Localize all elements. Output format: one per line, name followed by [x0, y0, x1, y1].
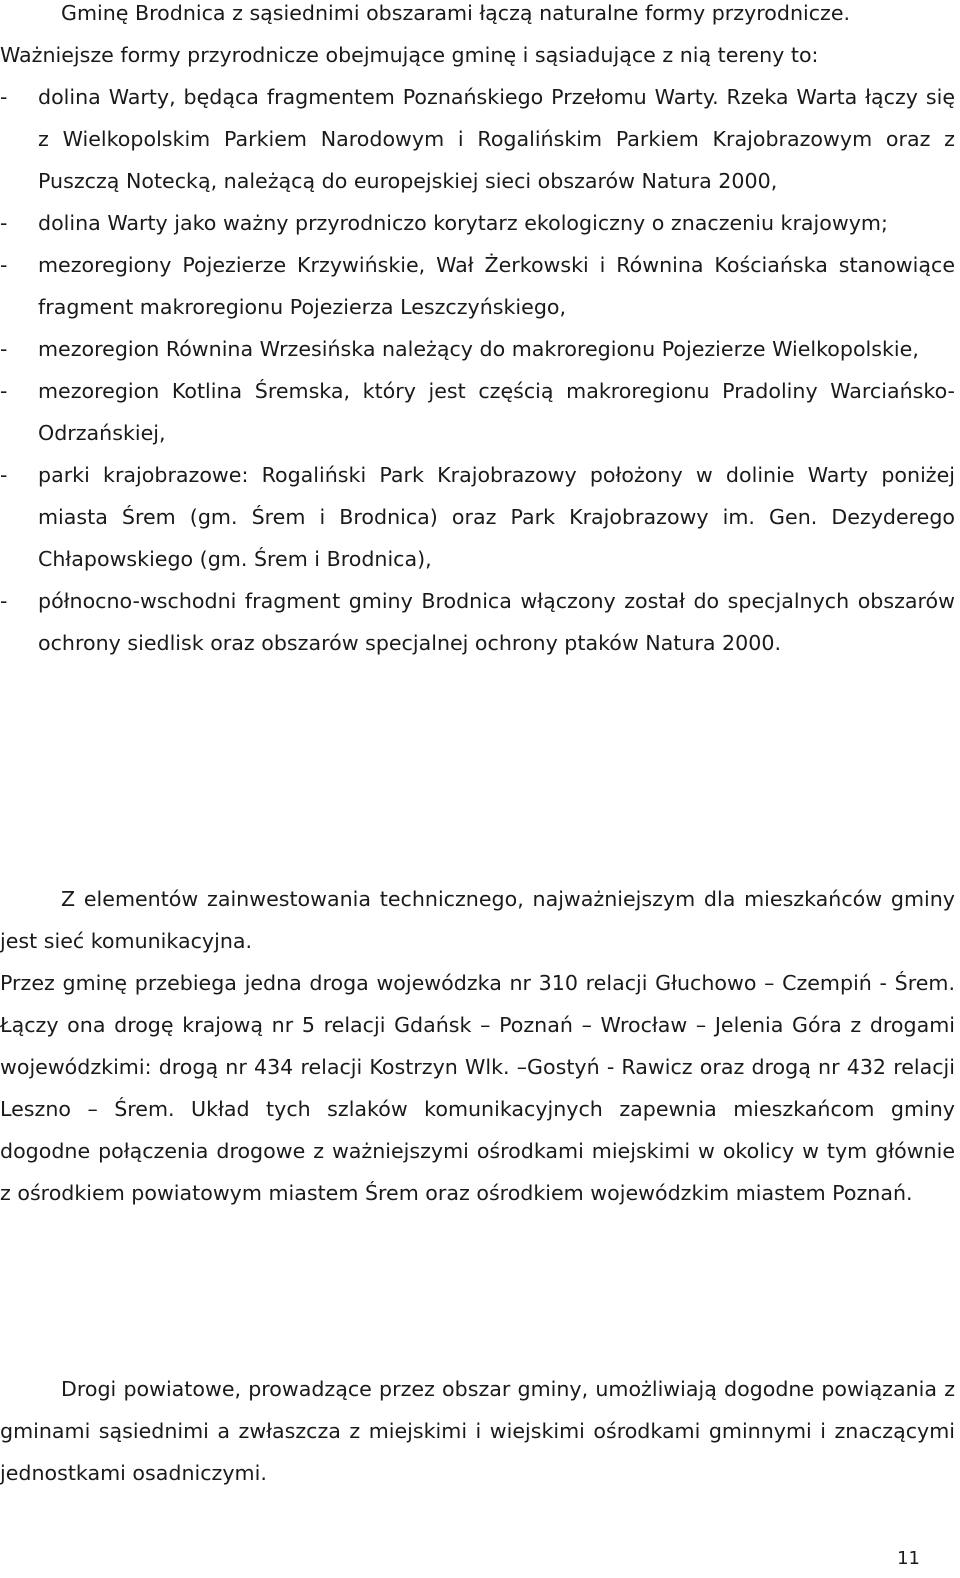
- intro-line-1: Gminę Brodnica z sąsiednimi obszarami łączą naturalne formy przyrodnicze.: [61, 1, 851, 25]
- list-item-text: dolina Warty, będąca fragmentem Poznańskiego Przełomu Warty. Rzeka Warta łączy się z Wielkopolskim Parkiem Narodowym i Rogalińskim Parkiem Krajobrazowym oraz z Puszczą Notecką, należącą do europejskiej sieci obszarów Natura 2000,: [38, 85, 955, 193]
- natural-features-list: [0, 76, 955, 664]
- list-dash: -: [0, 253, 8, 277]
- intro-line-2: Ważniejsze formy przyrodnicze obejmujące gminę i sąsiadujące z nią tereny to:: [0, 43, 819, 67]
- list-dash: -: [0, 463, 8, 487]
- list-item-text: mezoregion Kotlina Śremska, który jest częścią makroregionu Pradoliny Warciańsko-Odrzańskiej,: [38, 379, 955, 445]
- list-item: [0, 454, 955, 580]
- list-dash: -: [0, 211, 8, 235]
- infrastructure-paragraph-1: Z elementów zainwestowania technicznego, najważniejszym dla mieszkańców gminy jest sieć komunikacyjna.: [0, 887, 955, 953]
- roads-paragraph: Drogi powiatowe, prowadzące przez obszar gminy, umożliwiają dogodne powiązania z gminami sąsiednimi a zwłaszcza z miejskimi i wiejskimi ośrodkami gminnymi i znaczącymi jednostkami osadniczymi.: [0, 1377, 955, 1485]
- intro-paragraph: [0, 0, 955, 76]
- list-item-text: parki krajobrazowe: Rogaliński Park Krajobrazowy położony w dolinie Warty poniżej miasta Śrem (gm. Śrem i Brodnica) oraz Park Krajobrazowy im. Gen. Dezyderego Chłapowskiego (gm. Śrem i Brodnica),: [38, 463, 955, 571]
- list-item-text: północno-wschodni fragment gminy Brodnica włączony został do specjalnych obszarów ochrony siedlisk oraz obszarów specjalnej ochrony ptaków Natura 2000.: [38, 589, 955, 655]
- list-item: [0, 580, 955, 664]
- list-item-text: dolina Warty jako ważny przyrodniczo korytarz ekologiczny o znaczeniu krajowym;: [38, 211, 888, 235]
- list-dash: -: [0, 85, 8, 109]
- list-item: [0, 76, 955, 202]
- list-item-text: mezoregion Równina Wrzesińska należący do makroregionu Pojezierze Wielkopolskie,: [38, 337, 919, 361]
- list-item: [0, 328, 955, 370]
- list-dash: -: [0, 337, 8, 361]
- list-item-text: mezoregiony Pojezierze Krzywińskie, Wał Żerkowski i Równina Kościańska stanowiące fragment makroregionu Pojezierza Leszczyńskiego,: [38, 253, 955, 319]
- page-number: 11: [897, 1548, 920, 1569]
- list-dash: -: [0, 589, 8, 613]
- list-dash: -: [0, 379, 8, 403]
- list-item: [0, 202, 955, 244]
- infrastructure-paragraph-2: Przez gminę przebiega jedna droga wojewódzka nr 310 relacji Głuchowo – Czempiń - Śrem. Łączy ona drogę krajową nr 5 relacji Gdańsk – Poznań – Wrocław – Jelenia Góra z drogami wojewódzkimi: drogą nr 434 relacji Kostrzyn Wlk. –Gostyń - Rawicz oraz drogą nr 432 relacji Leszno – Śrem. Układ tych szlaków komunikacyjnych zapewnia mieszkańcom gminy dogodne połączenia drogowe z ważniejszymi ośrodkami miejskimi w okolicy w tym głównie z ośrodkiem powiatowym miastem Śrem oraz ośrodkiem wojewódzkim miastem Poznań.: [0, 971, 955, 1205]
- list-item: [0, 370, 955, 454]
- list-item: [0, 244, 955, 328]
